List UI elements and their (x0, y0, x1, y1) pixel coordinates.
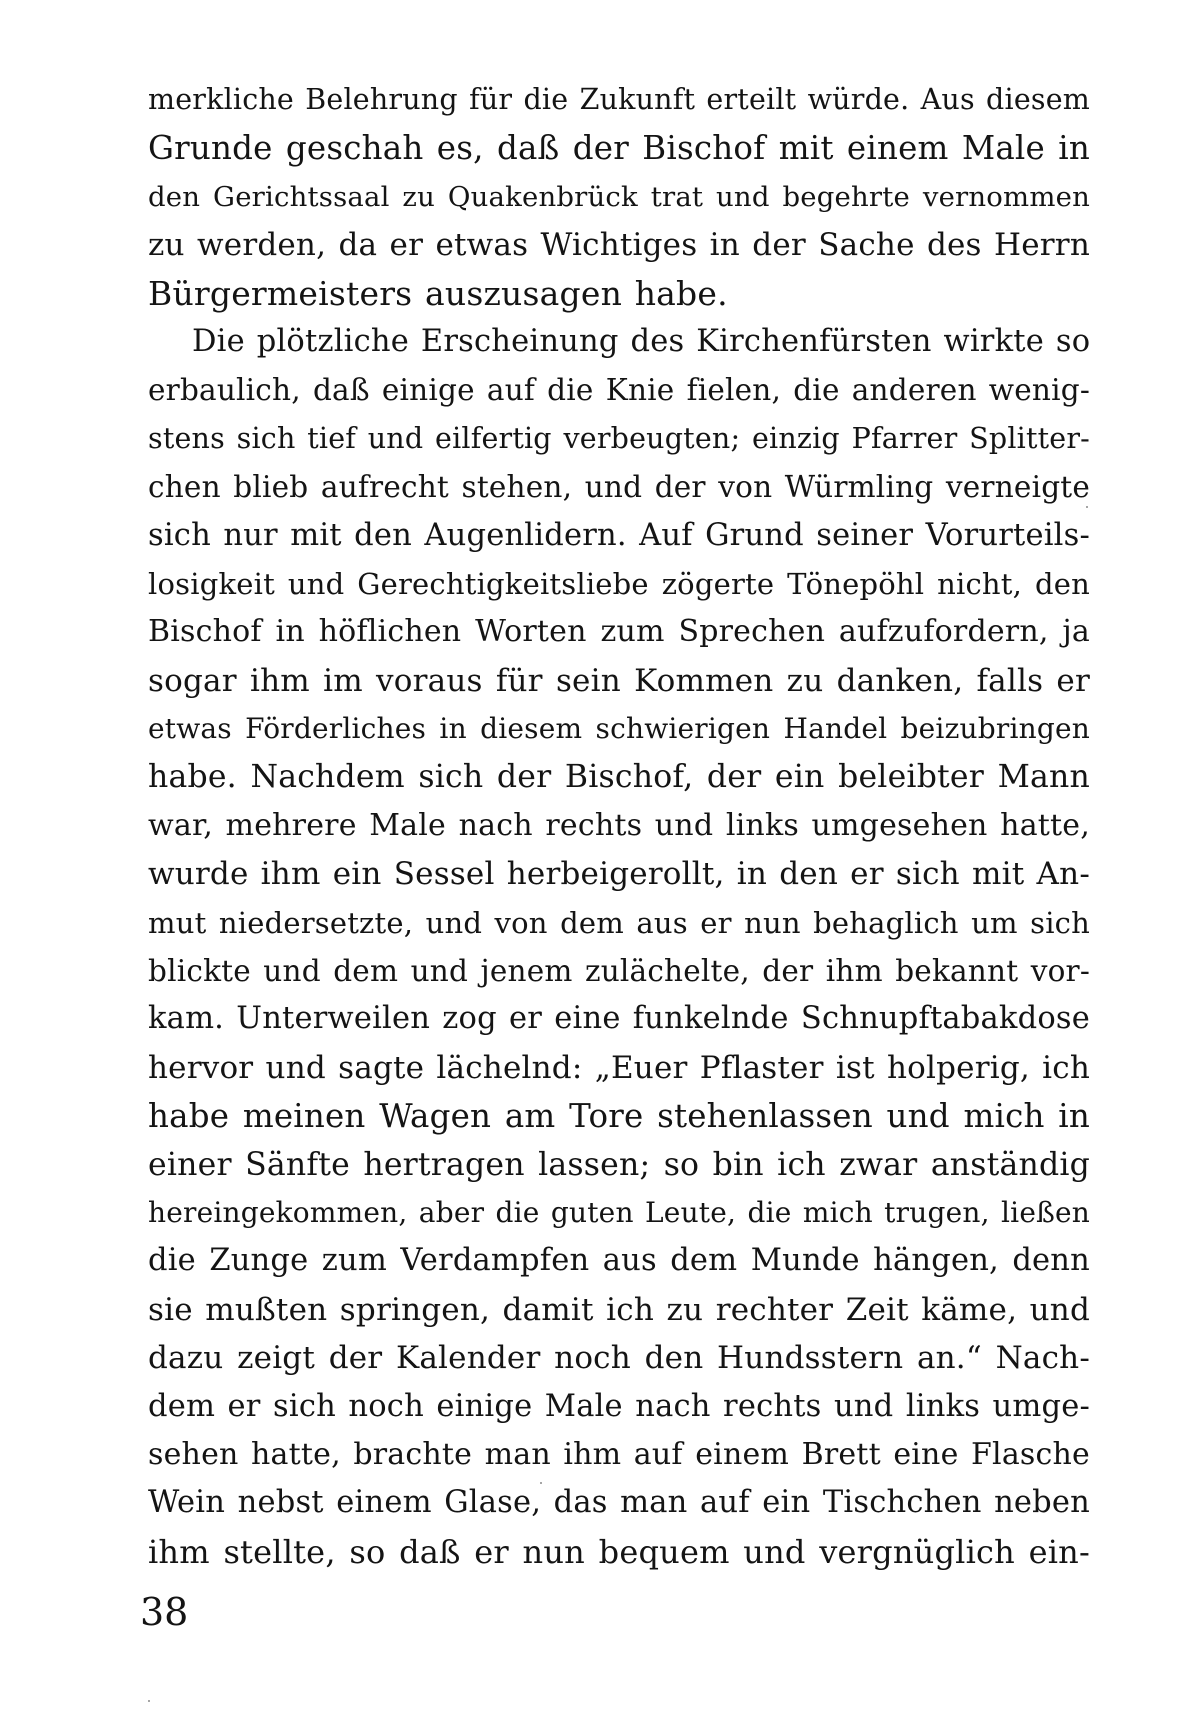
text-line: losigkeit und Gerechtigkeitsliebe zögerte Tönepöhl nicht, den (148, 566, 1090, 601)
text-line: erbaulich, daß einige auf die Knie fielen, die anderen wenig- (148, 373, 1090, 408)
text-line: wurde ihm ein Sessel herbeigerollt, in den er sich mit An- (148, 856, 1090, 893)
text-line: chen blieb aufrecht stehen, und der von Würmling verneigte (148, 470, 1090, 505)
text-line: habe meinen Wagen am Tore stehenlassen und mich in (148, 1097, 1090, 1136)
text-line: dem er sich noch einige Male nach rechts und links umge- (148, 1388, 1090, 1424)
text-line: Grunde geschah es, daß der Bischof mit einem Male in (148, 129, 1090, 168)
text-line: merkliche Belehrung für die Zukunft erteilt würde. Aus diesem (148, 83, 1090, 116)
text-line: stens sich tief und eilfertig verbeugten; einzig Pfarrer Splitter- (148, 421, 1090, 455)
text-line: zu werden, da er etwas Wichtiges in der Sache des Herrn (148, 227, 1090, 264)
text-line: ihm stellte, so daß er nun bequem und vergnüglich ein- (148, 1532, 1090, 1571)
text-line: Bürgermeisters auszusagen habe. (148, 273, 728, 313)
text-line: mut niedersetzte, und von dem aus er nun behaglich um sich (148, 905, 1090, 940)
page-number: 38 (140, 1590, 189, 1634)
text-line: habe. Nachdem sich der Bischof, der ein beleibter Mann (148, 759, 1090, 796)
text-line: hereingekommen, aber die guten Leute, die mich trugen, ließen (148, 1195, 1090, 1229)
text-line: etwas Förderliches in diesem schwierigen Handel beizubringen (148, 712, 1090, 746)
body-text (148, 76, 1090, 1576)
scan-speck (148, 1700, 150, 1702)
text-line: einer Sänfte hertragen lassen; so bin ich zwar anständig (148, 1146, 1090, 1183)
text-line: Bischof in höflichen Worten zum Sprechen aufzufordern, ja (148, 614, 1090, 650)
text-line: Wein nebst einem Glase, das man auf ein Tischchen neben (148, 1485, 1090, 1521)
scan-speck (1086, 506, 1088, 508)
text-line: blickte und dem und jenem zulächelte, der ihm bekannt vor- (148, 954, 1090, 989)
scan-speck (540, 1482, 542, 1484)
text-line: kam. Unterweilen zog er eine funkelnde Schnupftabakdose (148, 1001, 1090, 1037)
text-line: dazu zeigt der Kalender noch den Hundsstern an.“ Nach- (148, 1340, 1090, 1377)
text-line: sehen hatte, brachte man ihm auf einem Brett eine Flasche (148, 1436, 1090, 1472)
text-line: sie mußten springen, damit ich zu rechter Zeit käme, und (148, 1291, 1090, 1328)
text-line: sich nur mit den Augenlidern. Auf Grund seiner Vorurteils- (148, 517, 1090, 553)
text-line: Die plötzliche Erscheinung des Kirchenfürsten wirkte so (192, 323, 1091, 359)
text-line: war, mehrere Male nach rechts und links umgesehen hatte, (148, 807, 1090, 843)
text-line: hervor und sagte lächelnd: „Euer Pflaster ist holperig, ich (148, 1049, 1090, 1086)
text-line: sogar ihm im voraus für sein Kommen zu danken, falls er (148, 662, 1090, 699)
text-line: die Zunge zum Verdampfen aus dem Munde hängen, denn (148, 1243, 1090, 1279)
text-line: den Gerichtssaal zu Quakenbrück trat und begehrte vernommen (148, 180, 1090, 213)
